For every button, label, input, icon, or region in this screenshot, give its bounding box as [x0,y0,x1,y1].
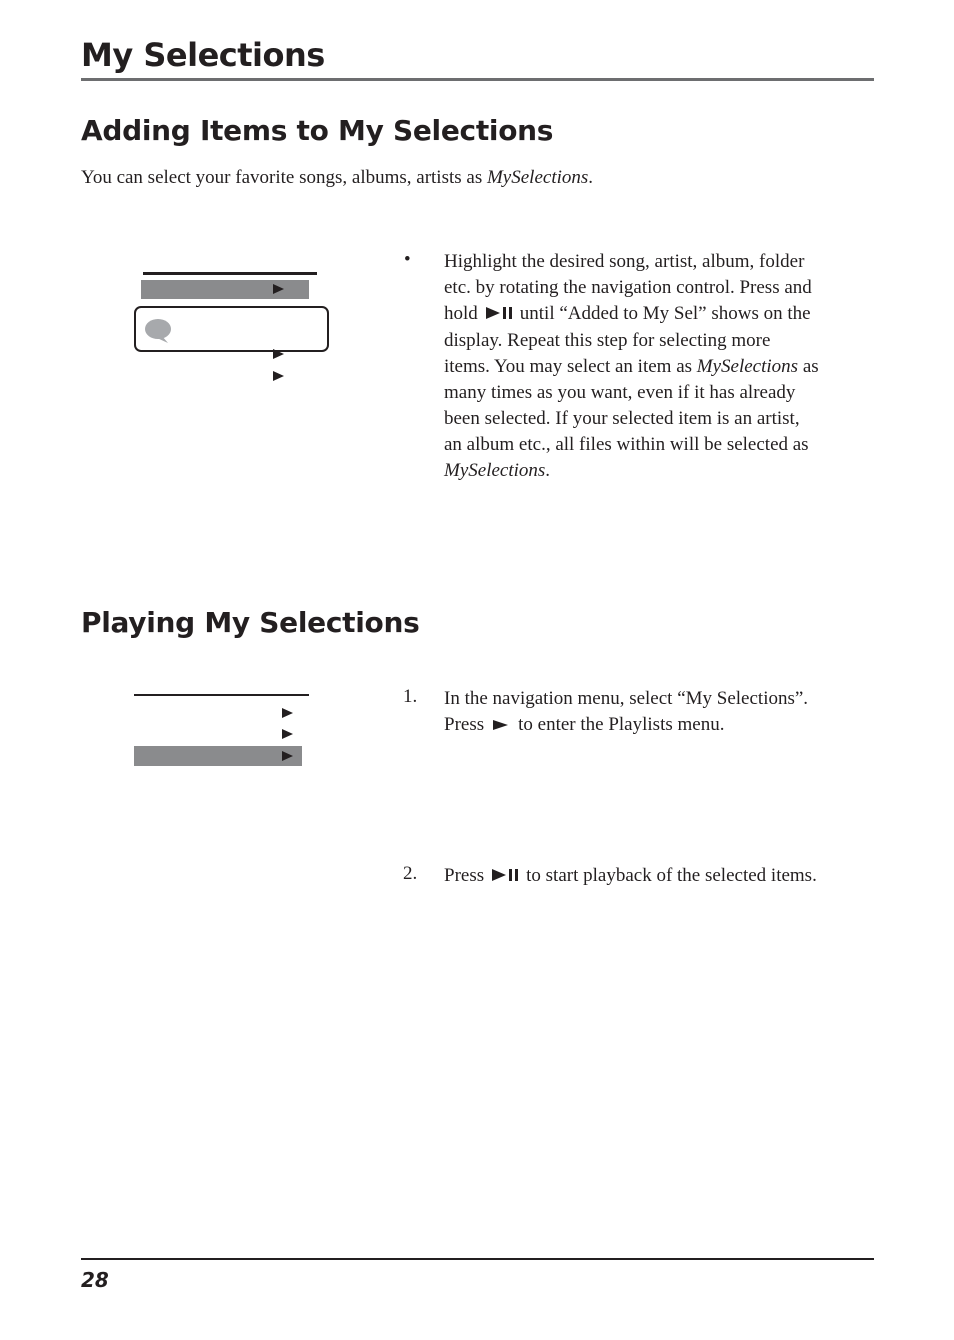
text-segment: as [798,355,819,377]
right-arrow-icon [282,708,293,718]
text-line: many times as you want, even if it has already [444,381,796,403]
text-line: In the navigation menu, select “My Selections”. [444,688,809,709]
step-2-text [444,863,817,890]
text-line: an album etc., all files within will be selected as [444,433,809,455]
text-segment: to enter the Playlists menu. [518,714,725,735]
speech-bubble-icon [144,318,172,349]
text-segment: until “Added to My Sel” shows on the [519,303,811,324]
text-line: Highlight the desired song, artist, album, folder [444,251,805,272]
footer-rule [81,1258,874,1260]
screen-top-line [134,694,309,696]
screen-popup [134,306,329,352]
screen-illustration-adding [132,272,332,392]
text-segment: hold [444,303,478,324]
page-number: 28 [81,1268,109,1292]
section-heading-adding: Adding Items to My Selections [81,114,554,147]
text-line [444,712,808,739]
right-arrow-icon [282,729,293,739]
text-segment: items. You may select an item as [444,355,697,377]
text-segment: Press [444,714,485,735]
section-heading-playing: Playing My Selections [81,606,420,639]
intro-text [81,167,593,189]
text-em: MySelections [696,355,799,377]
title-rule [81,78,874,81]
screen-top-line [143,272,317,275]
intro-pre: You can select your favorite songs, albums, artists as [81,167,487,188]
intro-post: . [588,167,594,188]
step-1-text [444,686,808,739]
text-segment: to start playback of the selected items. [526,865,817,886]
play-pause-icon [484,302,514,328]
page-title: My Selections [81,36,325,74]
text-segment: Press [444,865,485,886]
text-line [444,458,819,484]
bullet-marker: • [404,249,411,270]
text-line: etc. by rotating the navigation control. Press and [444,277,812,298]
step-number: 1. [403,686,418,707]
text-segment: . [545,459,551,481]
screen-illustration-playing [132,694,332,774]
play-pause-icon [490,864,520,890]
text-em: MySelections [444,459,546,481]
intro-em: MySelections [486,167,589,188]
text-line [444,863,817,890]
play-icon [492,713,510,739]
text-line [444,301,819,328]
text-line: display. Repeat this step for selecting more [444,329,771,351]
right-arrow-icon [273,371,284,381]
text-line: been selected. If your selected item is an artist, [444,407,800,429]
step-number: 2. [403,863,418,884]
right-arrow-icon [282,751,293,761]
right-arrow-icon [273,349,284,359]
text-line [444,354,819,380]
screen-highlight-bar [134,746,302,766]
right-arrow-icon [273,284,284,294]
adding-instructions [444,249,819,484]
